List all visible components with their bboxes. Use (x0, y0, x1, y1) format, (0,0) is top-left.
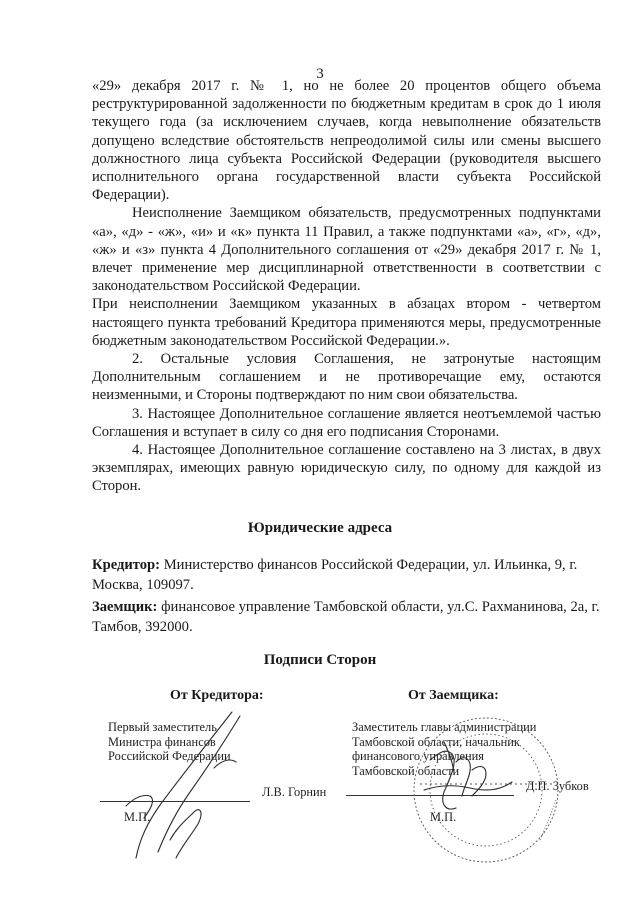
paragraph-clause-2: 2. Остальные условия Соглашения, не затронутые настоящим Дополнительным соглашением и не противоречащие ему, остаются неизменными, и Стороны подтверждают по ним свои обязательства. (92, 351, 601, 404)
creditor-title-line: Первый заместитель (108, 720, 217, 734)
creditor-title-line: Российской Федерации (108, 749, 231, 764)
addresses-heading: Юридические адреса (247, 520, 393, 536)
borrower-signature-header: От Заемщика: (408, 688, 499, 703)
creditor-label: Кредитор: (92, 557, 161, 573)
paragraph-continuation: «29» декабря 2017 г. № 1, но не более 20 процентов общего объема реструктурированной задолженности по бюджетным кредитам в срок до 1 июля текущего года (за исключением случаев, когда невыполнение обязательств допущено вследствие обстоятельств непреодолимой силы или смены высшего должностного лица субъекта Российской Федерации (руководителя высшего исполнительного органа государственной власти субъекта Российской Федерации). (92, 78, 601, 204)
creditor-title-line: Министра финансов (108, 734, 216, 749)
borrower-title-line: Тамбовской области (352, 763, 460, 778)
signatures-heading: Подписи Сторон (263, 652, 377, 668)
borrower-label: Заемщик: (92, 599, 158, 615)
borrower-stamp-mark: М.П. (430, 810, 457, 824)
creditor-handwritten-signature (126, 712, 240, 858)
paragraph-non-fulfillment: Неисполнение Заемщиком обязательств, предусмотренных подпунктами «а», «д» - «ж», «и» и «к» пункта 11 Правил, а также подпунктами «а», «г», «д», «ж» и «з» пункта 4 Дополнительного соглашения от «29» декабря 2017 г. № 1, влечет применение мер дисциплинарной ответственности в соответствии с законодательством Российской Федерации. (92, 205, 601, 295)
borrower-handwritten-signature (424, 742, 512, 809)
borrower-signatory-name: Д.П. Зубков (526, 779, 589, 793)
paragraph-measures: При неисполнении Заемщиком указанных в абзацах втором - четвертом настоящего пункта требований Кредитора применяются меры, предусмотренные бюджетным законодательством Российской Федерации.». (92, 296, 601, 349)
creditor-signature-header: От Кредитора: (170, 688, 264, 703)
creditor-stamp-mark: М.П. (124, 810, 151, 824)
borrower-title-line: Тамбовской области, начальник (352, 734, 520, 749)
paragraph-clause-4: 4. Настоящее Дополнительное соглашение составлено на 3 листах, в двух экземплярах, имеющих равную юридическую силу, по одному для каждой из Сторон. (92, 442, 601, 495)
borrower-address-text: финансовое управление Тамбовской области, ул.С. Рахманинова, 2а, г. Тамбов, 392000. (92, 599, 600, 635)
borrower-title-line: Заместитель главы администрации (352, 720, 537, 734)
creditor-address-text: Министерство финансов Российской Федерации, ул. Ильинка, 9, г. Москва, 109097. (92, 557, 578, 593)
page-number: 3 (316, 66, 324, 82)
creditor-signatory-name: Л.В. Горнин (262, 785, 327, 799)
paragraph-clause-3: 3. Настоящее Дополнительное соглашение является неотъемлемой частью Соглашения и вступает в силу со дня его подписания Сторонами. (92, 405, 601, 440)
borrower-title-line: финансового управления (352, 749, 484, 764)
